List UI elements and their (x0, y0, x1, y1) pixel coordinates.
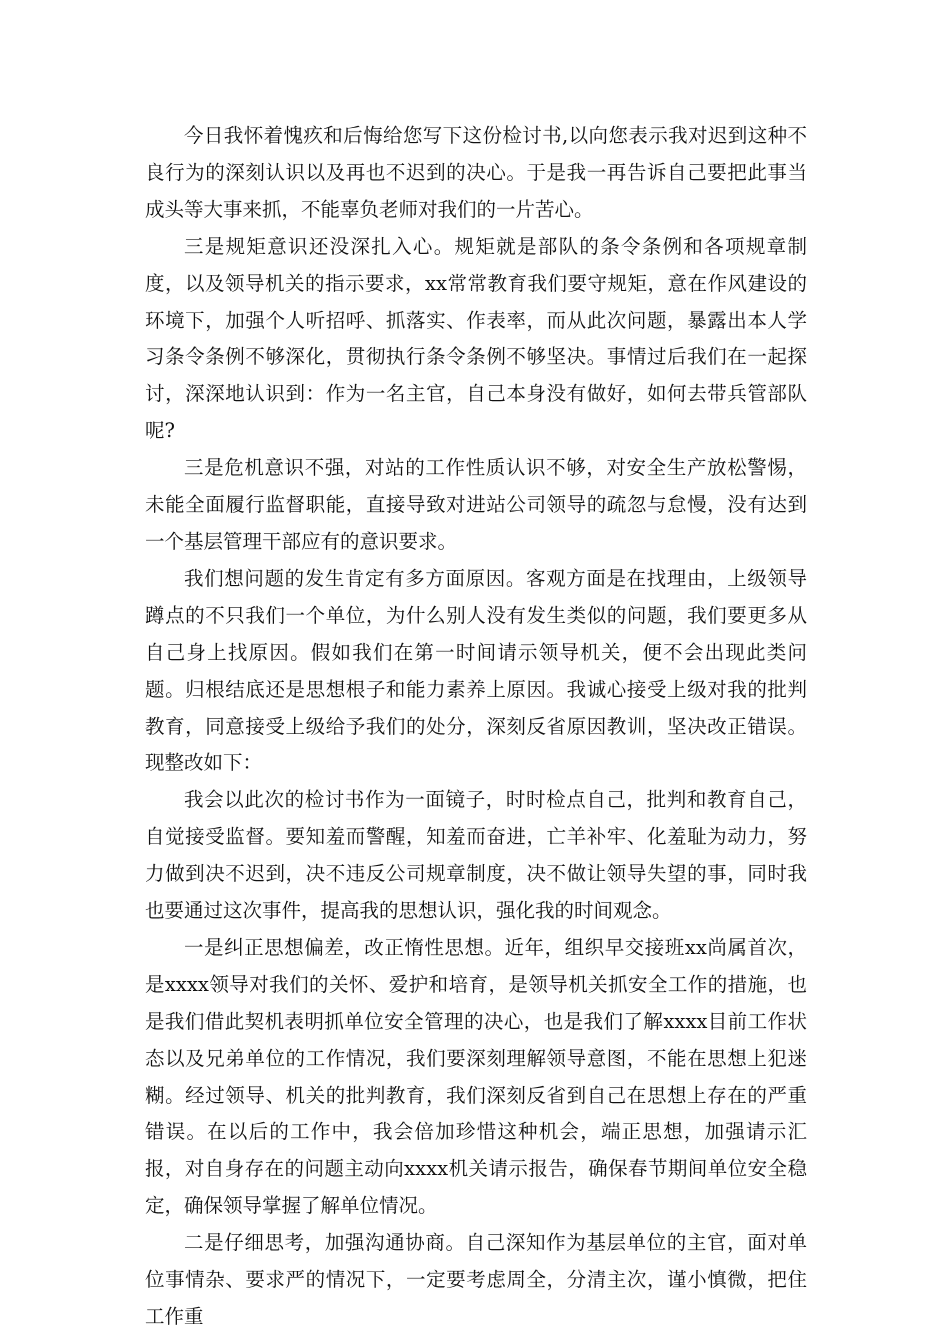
paragraph-4: 我们想问题的发生肯定有多方面原因。客观方面是在找理由，上级领导蹲点的不只我们一个单位，为什么别人没有发生类似的问题，我们要更多从自己身上找原因。假如我们在第一时间请示领导机关，便不会出现此类问题。归根结底还是思想根子和能力素养上原因。我诚心接受上级对我的批判教育，同意接受上级给予我们的处分，深刻反省原因教训，坚决改正错误。现整改如下： (145, 566, 807, 775)
document-body (145, 118, 807, 1336)
paragraph-2: 三是规矩意识还没深扎入心。规矩就是部队的条令条例和各项规章制度，以及领导机关的指示要求，xx常常教育我们要守规矩，意在作风建设的环境下，加强个人听招呼、抓落实、作表率，而从此次问题，暴露出本人学习条令条例不够深化，贯彻执行条令条例不够坚决。事情过后我们在一起探讨，深深地认识到：作为一名主官，自己本身没有做好，如何去带兵管部队呢? (145, 234, 807, 443)
paragraph-5: 我会以此次的检讨书作为一面镜子，时时检点自己，批判和教育自己，自觉接受监督。要知羞而警醒，知羞而奋进，亡羊补牢、化羞耻为动力，努力做到决不迟到，决不违反公司规章制度，决不做让领导失望的事，同时我也要通过这次事件，提高我的思想认识，强化我的时间观念。 (145, 788, 807, 923)
paragraph-6: 一是纠正思想偏差，改正惰性思想。近年，组织早交接班xx尚属首次，是xxxx领导对我们的关怀、爱护和培育，是领导机关抓安全工作的措施，也是我们借此契机表明抓单位安全管理的决心，也是我们了解xxxx目前工作状态以及兄弟单位的工作情况，我们要深刻理解领导意图，不能在思想上犯迷糊。经过领导、机关的批判教育，我们深刻反省到自己在思想上存在的严重错误。在以后的工作中，我会倍加珍惜这种机会，端正思想，加强请示汇报，对自身存在的问题主动向xxxx机关请示报告，确保春节期间单位安全稳定，确保领导掌握了解单位情况。 (145, 935, 807, 1218)
paragraph-7: 二是仔细思考，加强沟通协商。自己深知作为基层单位的主官，面对单位事情杂、要求严的情况下，一定要考虑周全，分清主次，谨小慎微，把住工作重 (145, 1231, 807, 1328)
paragraph-3: 三是危机意识不强，对站的工作性质认识不够，对安全生产放松警惕，未能全面履行监督职能，直接导致对进站公司领导的疏忽与怠慢，没有达到一个基层管理干部应有的意识要求。 (145, 456, 807, 553)
paragraph-1: 今日我怀着愧疚和后悔给您写下这份检讨书,以向您表示我对迟到这种不良行为的深刻认识以及再也不迟到的决心。于是我一再告诉自己要把此事当成头等大事来抓，不能辜负老师对我们的一片苦心。 (145, 124, 807, 221)
